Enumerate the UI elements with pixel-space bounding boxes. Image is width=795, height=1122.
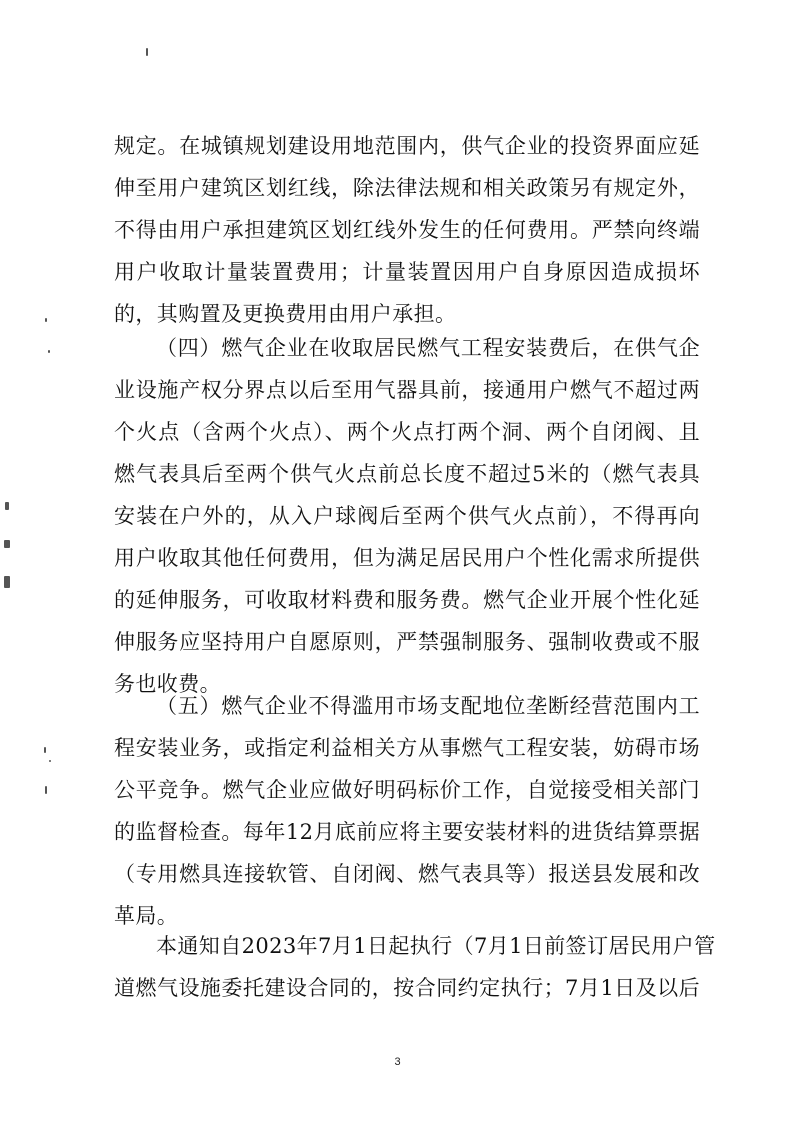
scan-mark xyxy=(5,502,9,510)
text-line: 革局。 xyxy=(114,904,179,928)
text-line: （五）燃气企业不得滥用市场支配地位垄断经营范围内工 xyxy=(156,694,700,718)
text-line: 务也收费。 xyxy=(114,672,221,696)
text-line: 的监督检查。每年12月底前应将主要安装材料的进货结算票据 xyxy=(114,820,700,844)
text-line: 用户收取计量装置费用；计量装置因用户自身原因造成损坏 xyxy=(114,260,700,284)
text-line: 的延伸服务，可收取材料费和服务费。燃气企业开展个性化延 xyxy=(114,588,700,612)
text-line: 业设施产权分界点以后至用气器具前，接通用户燃气不超过两 xyxy=(114,378,700,402)
scan-mark xyxy=(146,48,148,56)
text-line: 不得由用户承担建筑区划红线外发生的任何费用。严禁向终端 xyxy=(114,218,700,242)
text-line: 公平竞争。燃气企业应做好明码标价工作，自觉接受相关部门 xyxy=(114,778,700,802)
text-line: （专用燃具连接软管、自闭阀、燃气表具等）报送县发展和改 xyxy=(114,862,700,886)
scan-mark xyxy=(49,760,51,762)
paragraph-continuation xyxy=(114,125,700,335)
text-line: 本通知自2023年7月1日起执行（7月1日前签订居民用户管 xyxy=(156,934,716,958)
paragraph-section-four xyxy=(114,327,700,705)
text-line: 的，其购置及更换费用由用户承担。 xyxy=(114,302,457,326)
scan-mark xyxy=(4,576,10,588)
page-number: 3 xyxy=(394,1056,401,1068)
scan-mark xyxy=(45,786,47,794)
text-line: 伸至用户建筑区划红线，除法律法规和相关政策另有规定外， xyxy=(114,176,700,200)
scan-mark xyxy=(48,350,50,353)
text-line: 程安装业务，或指定利益相关方从事燃气工程安装，妨碍市场 xyxy=(114,736,700,760)
text-line: 用户收取其他任何费用，但为满足居民用户个性化需求所提供 xyxy=(114,546,700,570)
text-line: 规定。在城镇规划建设用地范围内，供气企业的投资界面应延 xyxy=(114,134,700,158)
paragraph-effective-date xyxy=(114,925,716,1009)
text-line: 安装在户外的，从入户球阀后至两个供气火点前），不得再向 xyxy=(114,504,700,528)
text-line: 道燃气设施委托建设合同的，按合同约定执行；7月1日及以后 xyxy=(114,976,700,1000)
scan-mark xyxy=(44,747,46,753)
scan-mark xyxy=(45,318,47,322)
text-line: 燃气表具后至两个供气火点前总长度不超过5米的（燃气表具 xyxy=(114,462,700,486)
text-line: 伸服务应坚持用户自愿原则，严禁强制服务、强制收费或不服 xyxy=(114,630,700,654)
scan-mark xyxy=(4,540,10,548)
text-line: 个火点（含两个火点）、两个火点打两个洞、两个自闭阀、且 xyxy=(114,420,700,444)
paragraph-section-five xyxy=(114,685,700,937)
text-line: （四）燃气企业在收取居民燃气工程安装费后，在供气企 xyxy=(156,336,700,360)
